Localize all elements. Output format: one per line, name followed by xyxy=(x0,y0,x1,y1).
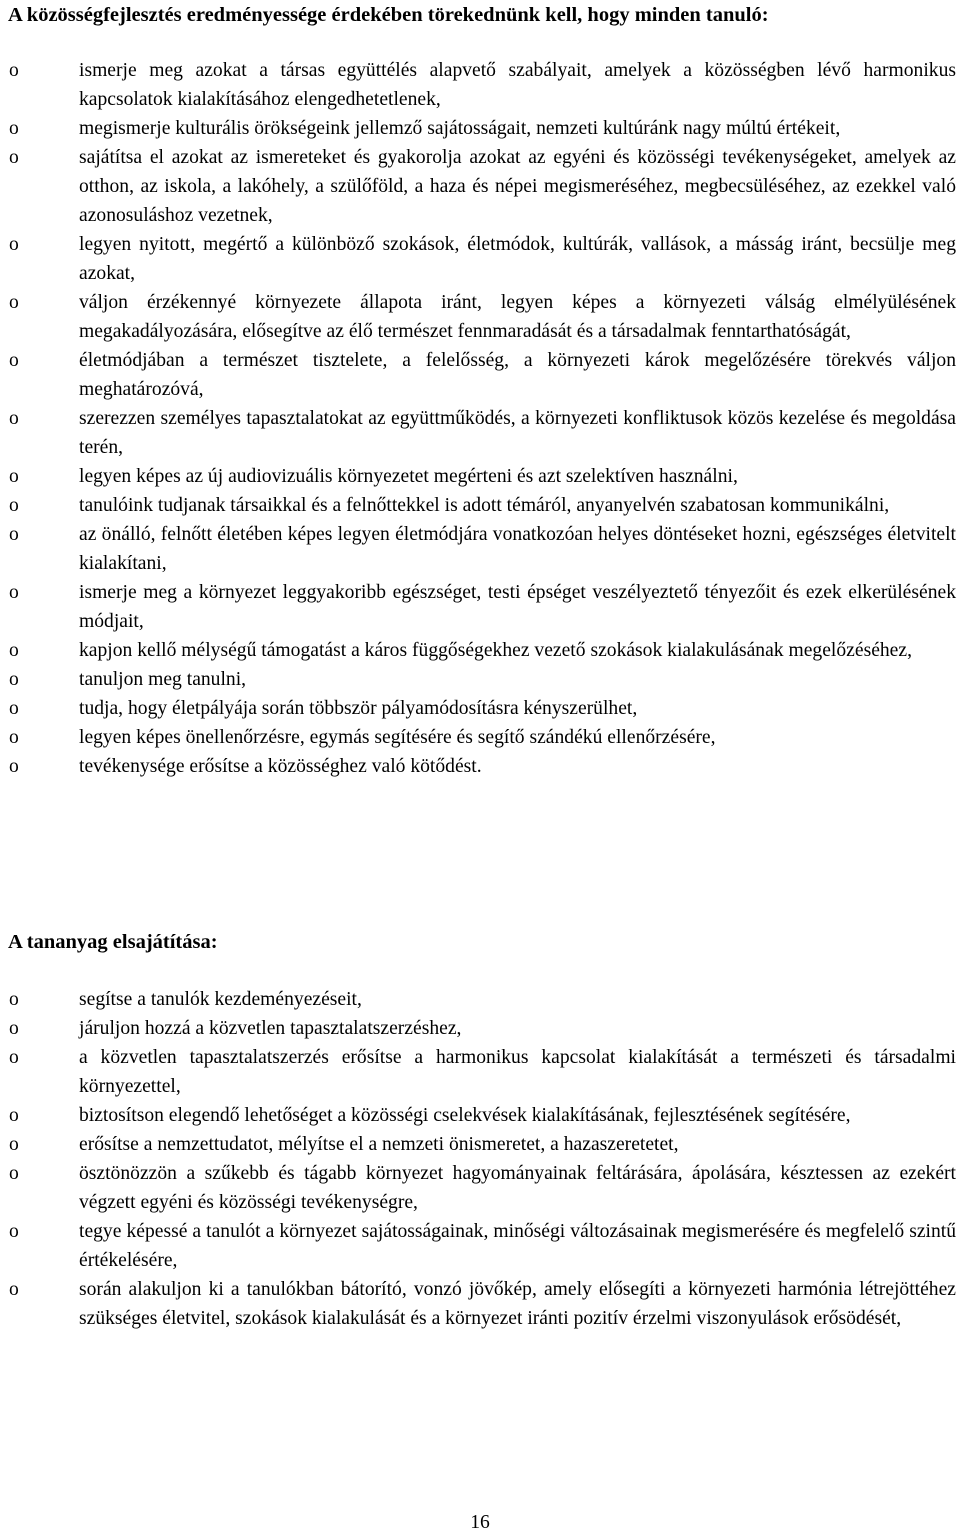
bullet-icon: o xyxy=(9,60,19,81)
bullet-icon: o xyxy=(9,408,19,429)
list-item-text: váljon érzékennyé környezete állapota iránt, legyen képes a környezeti válság elmélyülésének megakadályozására, elősegítve az élő természet fennmaradását és a társadalmak fenntarthatóságát, xyxy=(79,292,956,342)
bullet-icon: o xyxy=(9,234,19,255)
bullet-icon: o xyxy=(9,640,19,661)
list-item xyxy=(8,520,956,578)
list-item-text: tanuljon meg tanulni, xyxy=(79,669,247,690)
list-item-text: tevékenysége erősítse a közösséghez való kötődést. xyxy=(79,756,482,777)
list-item xyxy=(8,230,956,288)
list-item-text: tegye képessé a tanulót a környezet sajátosságainak, minőségi változásainak megismerésére és megfelelő szintű értékelésére, xyxy=(79,1221,956,1271)
list-item-text: szerezzen személyes tapasztalatokat az együttműködés, a környezeti konfliktusok közös kezelése és megoldása terén, xyxy=(79,408,956,458)
list-item xyxy=(8,1130,956,1159)
bullet-icon: o xyxy=(9,147,19,168)
list-item xyxy=(8,578,956,636)
list-item xyxy=(8,404,956,462)
section-heading-community: A közösségfejlesztés eredményessége érdekében törekednünk kell, hogy minden tanuló: xyxy=(8,4,769,26)
bullet-icon: o xyxy=(9,582,19,603)
bullet-icon: o xyxy=(9,1018,19,1039)
list-item-text: erősítse a nemzettudatot, mélyítse el a nemzeti önismeretet, a hazaszeretetet, xyxy=(79,1134,679,1155)
list-item xyxy=(8,288,956,346)
list-item xyxy=(8,143,956,230)
bullet-icon: o xyxy=(9,466,19,487)
list-item-text: legyen képes az új audiovizuális környezetet megérteni és azt szelektíven használni, xyxy=(79,466,738,487)
list-item xyxy=(8,1043,956,1101)
list-item-text: során alakuljon ki a tanulókban bátorító, vonzó jövőkép, amely elősegíti a környezeti harmónia létrejöttéhez szükséges életvitel, szokások kialakulását és a környezet iránti pozitív érzelmi viszonyulások erősödését, xyxy=(79,1279,956,1329)
community-goals-list xyxy=(8,56,956,781)
list-item xyxy=(8,665,956,694)
list-item xyxy=(8,1275,956,1333)
list-item-text: az önálló, felnőtt életében képes legyen életmódjára vonatkozóan helyes döntéseket hozni, egészséges életvitelt kialakítani, xyxy=(79,524,956,574)
bullet-icon: o xyxy=(9,118,19,139)
list-item-text: legyen nyitott, megértő a különböző szokások, életmódok, kultúrák, vallások, a másság iránt, becsülje meg azokat, xyxy=(79,234,956,284)
curriculum-goals-list xyxy=(8,985,956,1333)
list-item xyxy=(8,1217,956,1275)
bullet-icon: o xyxy=(9,1279,19,1300)
list-item xyxy=(8,462,956,491)
list-item-text: ismerje meg a környezet leggyakoribb egészséget, testi épséget veszélyeztető tényezőit és ezek elkerülésének módjait, xyxy=(79,582,956,632)
list-item-text: ismerje meg azokat a társas együttélés alapvető szabályait, amelyek a közösségben lévő harmonikus kapcsolatok kialakításához elengedhetetlenek, xyxy=(79,60,956,110)
bullet-icon: o xyxy=(9,669,19,690)
list-item xyxy=(8,56,956,114)
bullet-icon: o xyxy=(9,1134,19,1155)
list-item xyxy=(8,346,956,404)
list-item-text: legyen képes önellenőrzésre, egymás segítésére és segítő szándékú ellenőrzésére, xyxy=(79,727,716,748)
bullet-icon: o xyxy=(9,756,19,777)
list-item-text: ösztönözzön a szűkebb és tágabb környezet hagyományainak feltárására, ápolására, késztessen az ezekért végzett egyéni és közösségi tevékenységre, xyxy=(79,1163,956,1213)
page-number: 16 xyxy=(470,1512,490,1533)
list-item-text: biztosítson elegendő lehetőséget a közösségi cselekvések kialakításának, fejlesztésének segítésére, xyxy=(79,1105,851,1126)
list-item xyxy=(8,1101,956,1130)
bullet-icon: o xyxy=(9,1105,19,1126)
bullet-icon: o xyxy=(9,292,19,313)
list-item xyxy=(8,1159,956,1217)
list-item xyxy=(8,1014,956,1043)
bullet-icon: o xyxy=(9,495,19,516)
list-item-text: megismerje kulturális örökségeink jellemző sajátosságait, nemzeti kultúránk nagy múltú értékeit, xyxy=(79,118,841,139)
bullet-icon: o xyxy=(9,1047,19,1068)
list-item xyxy=(8,723,956,752)
list-item xyxy=(8,491,956,520)
list-item xyxy=(8,752,956,781)
list-item-text: kapjon kellő mélységű támogatást a káros függőségekhez vezető szokások kialakulásának megelőzéséhez, xyxy=(79,640,912,661)
list-item-text: tanulóink tudjanak társaikkal és a felnőttekkel is adott témáról, anyanyelvén szabatosan kommunikálni, xyxy=(79,495,890,516)
bullet-icon: o xyxy=(9,350,19,371)
bullet-icon: o xyxy=(9,1221,19,1242)
list-item-text: a közvetlen tapasztalatszerzés erősítse a harmonikus kapcsolat kialakítását a természeti és társadalmi környezettel, xyxy=(79,1047,956,1097)
bullet-icon: o xyxy=(9,1163,19,1184)
bullet-icon: o xyxy=(9,524,19,545)
list-item-text: tudja, hogy életpályája során többször pályamódosításra kényszerülhet, xyxy=(79,698,638,719)
list-item-text: sajátítsa el azokat az ismereteket és gyakorolja azokat az egyéni és közösségi tevékenységeket, amelyek az otthon, az iskola, a lakóhely, a szülőföld, a haza és népei megismeréséhez, megbecsüléséhez, az ezekkel való azonosuláshoz vezetnek, xyxy=(79,147,956,226)
list-item-text: járuljon hozzá a közvetlen tapasztalatszerzéshez, xyxy=(79,1018,462,1039)
bullet-icon: o xyxy=(9,698,19,719)
list-item xyxy=(8,985,956,1014)
list-item-text: életmódjában a természet tisztelete, a felelősség, a környezeti károk megelőzésére törekvés váljon meghatározóvá, xyxy=(79,350,956,400)
list-item xyxy=(8,636,956,665)
list-item-text: segítse a tanulók kezdeményezéseit, xyxy=(79,989,362,1010)
bullet-icon: o xyxy=(9,727,19,748)
bullet-icon: o xyxy=(9,989,19,1010)
list-item xyxy=(8,114,956,143)
section-heading-curriculum: A tananyag elsajátítása: xyxy=(8,931,218,953)
list-item xyxy=(8,694,956,723)
